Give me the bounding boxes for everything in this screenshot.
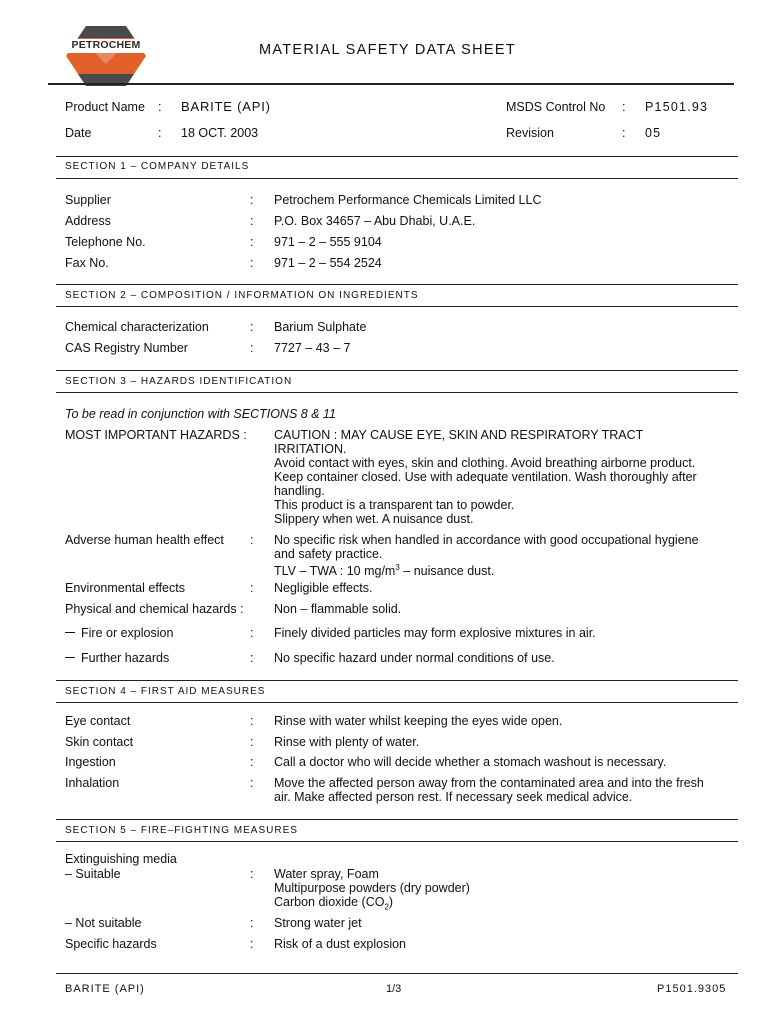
- section-rule: [56, 178, 738, 179]
- hazard-line: Slippery when wet. A nuisance dust.: [274, 512, 474, 526]
- fire-explosion-label: Fire or explosion: [65, 626, 173, 640]
- section-rule: [56, 284, 738, 285]
- fax-label: Fax No.: [65, 256, 109, 270]
- revision-value: 05: [645, 126, 662, 140]
- ingestion-value: Call a doctor who will decide whether a stomach washout is necessary.: [274, 755, 667, 769]
- cas-number-label: CAS Registry Number: [65, 341, 188, 355]
- hazard-line: Keep container closed. Use with adequate ventilation. Wash thoroughly after: [274, 470, 697, 484]
- inhalation-line: Move the affected person away from the contaminated area and into the fresh: [274, 776, 704, 790]
- colon: :: [250, 256, 254, 270]
- colon: :: [250, 193, 254, 207]
- section-4-heading: SECTION 4 – FIRST AID MEASURES: [65, 686, 266, 697]
- environmental-effects-label: Environmental effects: [65, 581, 185, 595]
- physical-chemical-hazards-value: Non – flammable solid.: [274, 602, 402, 616]
- supplier-label: Supplier: [65, 193, 111, 207]
- eye-contact-value: Rinse with water whilst keeping the eyes wide open.: [274, 714, 563, 728]
- adverse-health-label: Adverse human health effect: [65, 533, 224, 547]
- section-rule: [56, 702, 738, 703]
- header-rule: [48, 83, 734, 85]
- section-rule: [56, 306, 738, 307]
- dash-icon: [65, 657, 75, 658]
- msds-value: P1501.93: [645, 100, 709, 114]
- section-rule: [56, 680, 738, 681]
- inhalation-line: air. Make affected person rest. If necessary seek medical advice.: [274, 790, 633, 804]
- suitable-line: Water spray, Foam: [274, 867, 379, 881]
- further-hazards-value: No specific hazard under normal conditions of use.: [274, 651, 555, 665]
- footer-rule: [56, 973, 738, 974]
- hazard-line: This product is a transparent tan to powder.: [274, 498, 515, 512]
- colon: :: [250, 867, 254, 881]
- chemical-characterization-value: Barium Sulphate: [274, 320, 367, 334]
- revision-colon: :: [622, 126, 626, 140]
- colon: :: [250, 735, 254, 749]
- product-name-label: Product Name: [65, 100, 145, 114]
- colon: :: [250, 320, 254, 334]
- fax-value: 971 – 2 – 554 2524: [274, 256, 382, 270]
- further-hazards-label: Further hazards: [65, 651, 169, 665]
- not-suitable-value: Strong water jet: [274, 916, 362, 930]
- adverse-health-value: [274, 533, 734, 578]
- skin-contact-label: Skin contact: [65, 735, 134, 749]
- logo-text: PETROCHEM: [71, 39, 141, 51]
- section-2-heading: SECTION 2 – COMPOSITION / INFORMATION ON INGREDIENTS: [65, 290, 419, 301]
- colon: :: [250, 341, 254, 355]
- product-name-colon: :: [158, 100, 162, 114]
- hazard-line: IRRITATION.: [274, 442, 347, 456]
- colon: :: [250, 651, 254, 665]
- suitable-value: [274, 867, 734, 915]
- footer-page-number: 1/3: [386, 983, 402, 995]
- document-title: MATERIAL SAFETY DATA SHEET: [259, 42, 516, 58]
- date-value: 18 OCT. 2003: [181, 126, 259, 140]
- extinguishing-media-label: Extinguishing media: [65, 852, 177, 866]
- section-rule: [56, 819, 738, 820]
- footer-code: P1501.9305: [657, 983, 727, 995]
- colon: :: [250, 533, 254, 547]
- suitable-label: – Suitable: [65, 867, 121, 881]
- colon: :: [250, 581, 254, 595]
- colon: :: [250, 714, 254, 728]
- ingestion-label: Ingestion: [65, 755, 116, 769]
- telephone-value: 971 – 2 – 555 9104: [274, 235, 382, 249]
- section-3-note: To be read in conjunction with SECTIONS 8 & 11: [65, 407, 336, 421]
- revision-label: Revision: [506, 126, 554, 140]
- colon: :: [250, 916, 254, 930]
- colon: :: [250, 214, 254, 228]
- colon: :: [250, 235, 254, 249]
- physical-chemical-hazards-label: Physical and chemical hazards :: [65, 602, 244, 616]
- msds-label: MSDS Control No: [506, 100, 606, 114]
- fire-explosion-value: Finely divided particles may form explosive mixtures in air.: [274, 626, 596, 640]
- specific-hazards-value: Risk of a dust explosion: [274, 937, 407, 951]
- petrochem-logo: [64, 24, 148, 88]
- hazard-line: CAUTION : MAY CAUSE EYE, SKIN AND RESPIRATORY TRACT: [274, 428, 644, 442]
- skin-contact-value: Rinse with plenty of water.: [274, 735, 420, 749]
- co2-line: Carbon dioxide $(CO_2)$: [274, 895, 394, 912]
- suitable-line: Multipurpose powders (dry powder): [274, 881, 470, 895]
- tlv-line: TLV – TWA : 10 $mg/m^3$ – nuisance dust.: [274, 563, 495, 579]
- section-1-heading: SECTION 1 – COMPANY DETAILS: [65, 161, 250, 172]
- most-important-hazards-value: [274, 428, 734, 526]
- address-label: Address: [65, 214, 111, 228]
- inhalation-value: [274, 776, 734, 804]
- telephone-label: Telephone No.: [65, 235, 146, 249]
- colon: :: [250, 755, 254, 769]
- section-5-heading: SECTION 5 – FIRE–FIGHTING MEASURES: [65, 825, 298, 836]
- section-rule: [56, 392, 738, 393]
- footer-product: BARITE (API): [65, 983, 145, 995]
- hazard-line: Avoid contact with eyes, skin and clothing. Avoid breathing airborne product.: [274, 456, 696, 470]
- section-rule: [56, 841, 738, 842]
- date-label: Date: [65, 126, 92, 140]
- environmental-effects-value: Negligible effects.: [274, 581, 373, 595]
- date-colon: :: [158, 126, 162, 140]
- inhalation-label: Inhalation: [65, 776, 120, 790]
- supplier-value: Petrochem Performance Chemicals Limited LLC: [274, 193, 542, 207]
- colon: :: [250, 937, 254, 951]
- dash-icon: [65, 632, 75, 633]
- adverse-line: and safety practice.: [274, 547, 383, 561]
- not-suitable-label: – Not suitable: [65, 916, 142, 930]
- hazard-line: handling.: [274, 484, 325, 498]
- chemical-characterization-label: Chemical characterization: [65, 320, 209, 334]
- specific-hazards-label: Specific hazards: [65, 937, 157, 951]
- product-name-value: BARITE (API): [181, 99, 271, 114]
- adverse-line: No specific risk when handled in accordance with good occupational hygiene: [274, 533, 699, 547]
- section-rule: [56, 370, 738, 371]
- cas-number-value: 7727 – 43 – 7: [274, 341, 351, 355]
- msds-colon: :: [622, 100, 626, 114]
- address-value: P.O. Box 34657 – Abu Dhabi, U.A.E.: [274, 214, 476, 228]
- section-3-heading: SECTION 3 – HAZARDS IDENTIFICATION: [65, 376, 293, 387]
- colon: :: [250, 776, 254, 790]
- section-rule: [56, 156, 738, 157]
- colon: :: [250, 626, 254, 640]
- most-important-hazards-label: MOST IMPORTANT HAZARDS :: [65, 428, 247, 442]
- eye-contact-label: Eye contact: [65, 714, 131, 728]
